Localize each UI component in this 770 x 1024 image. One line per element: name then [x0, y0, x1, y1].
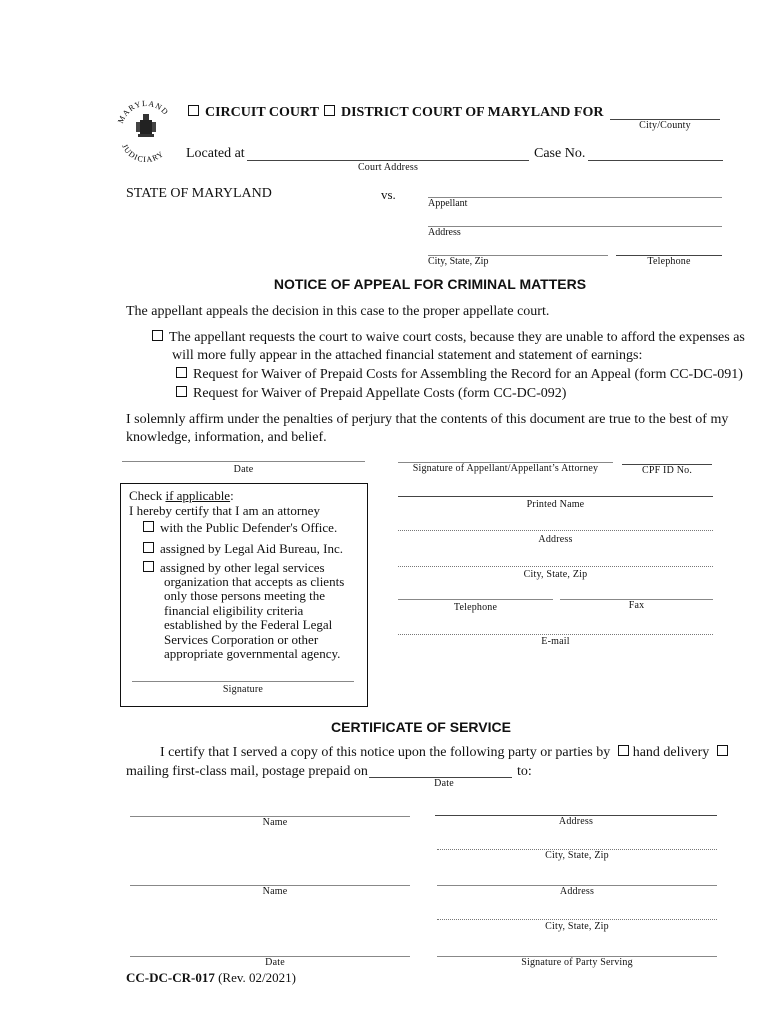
district-court-option[interactable] [324, 105, 603, 121]
appellant-address-field[interactable] [428, 226, 722, 227]
maryland-judiciary-seal [114, 96, 178, 162]
other-legal-services-line-3: only those persons meeting the [164, 588, 326, 604]
appellant-address-caption: Address [428, 227, 461, 238]
svg-text:JUDICIARY [120, 143, 166, 162]
party-serving-signature-caption: Signature of Party Serving [521, 957, 633, 968]
other-legal-services-checkbox[interactable] [143, 561, 154, 572]
party1-city-caption: City, State, Zip [545, 850, 609, 861]
mailing-checkbox[interactable] [717, 745, 728, 756]
other-legal-services-line-6: Services Corporation or other [164, 631, 319, 647]
other-legal-services-line-1: assigned by other legal services [160, 560, 325, 575]
district-court-label: DISTRICT COURT OF MARYLAND FOR [341, 105, 604, 120]
circuit-court-label: CIRCUIT COURT [205, 105, 319, 120]
other-legal-services-line-2: organization that accepts as clients [164, 574, 345, 589]
attorney-email-field[interactable] [398, 634, 713, 635]
case-no-field[interactable] [588, 160, 723, 161]
other-legal-services-line-5: established by the Federal Legal [164, 617, 333, 633]
attorney-certify-line: I hereby certify that I am an attorney [129, 503, 320, 518]
certificate-date-caption: Date [265, 957, 285, 968]
party2-city-caption: City, State, Zip [545, 921, 609, 932]
waiver-cc-dc-092-label: Request for Waiver of Prepaid Appellate Costs (form CC-DC-092) [193, 386, 567, 401]
other-legal-services-line-7: appropriate governmental agency. [164, 646, 341, 662]
party1-address-caption: Address [558, 816, 594, 827]
party1-name-caption: Name [262, 817, 288, 828]
waiver-line-1: The appellant requests the court to waive court costs, because they are unable to afford the expenses as [169, 330, 745, 345]
attorney-city-field[interactable] [398, 566, 713, 567]
district-court-checkbox[interactable] [324, 105, 335, 116]
waiver-checkbox[interactable] [152, 330, 163, 341]
attorney-address-field[interactable] [398, 530, 713, 531]
waiver-cc-dc-091-label: Request for Waiver of Prepaid Costs for Assembling the Record for an Appeal (form CC-DC-091) [193, 367, 743, 382]
attorney-city-caption: City, State, Zip [523, 569, 588, 580]
check-underlined: if applicable [165, 488, 231, 503]
city-county-caption: City/County [639, 120, 691, 131]
attorney-fax-caption: Fax [628, 600, 645, 611]
form-id: CC-DC-CR-017 [126, 970, 215, 985]
hand-delivery-label: hand delivery [632, 745, 710, 760]
located-at-label: Located at [186, 146, 245, 161]
case-no-label: Case No. [534, 146, 586, 161]
party2-city-field[interactable] [437, 919, 717, 920]
appellant-city-caption: City, State, Zip [428, 256, 489, 267]
circuit-court-option[interactable] [188, 105, 319, 121]
party2-name-caption: Name [262, 886, 288, 897]
appellant-telephone-caption: Telephone [647, 256, 691, 267]
attorney-email-caption: E-mail [541, 636, 570, 647]
printed-name-caption: Printed Name [526, 499, 585, 510]
circuit-court-checkbox[interactable] [188, 105, 199, 116]
appellant-field[interactable] [428, 197, 722, 198]
other-legal-services-line-4: financial eligibility criteria [164, 602, 304, 618]
affirmation-line-2: knowledge, information, and belief. [126, 430, 327, 445]
date-caption: Date [233, 464, 254, 475]
form-title: NOTICE OF APPEAL FOR CRIMINAL MATTERS [273, 276, 587, 292]
waiver-cc-dc-092-checkbox[interactable] [176, 386, 187, 397]
appellant-signature-caption: Signature of Appellant/Appellant’s Attorney [412, 463, 599, 474]
legal-aid-label: assigned by Legal Aid Bureau, Inc. [160, 541, 344, 556]
seal-text-bottom: JUDICIARY [120, 142, 166, 162]
hand-delivery-checkbox[interactable] [618, 745, 629, 756]
attorney-address-caption: Address [538, 534, 573, 545]
appeal-statement: The appellant appeals the decision in this case to the proper appellate court. [126, 304, 550, 319]
court-address-caption: Court Address [357, 162, 419, 173]
check-if-applicable-label [129, 488, 234, 504]
legal-aid-checkbox[interactable] [143, 542, 154, 553]
service-date-caption: Date [434, 778, 454, 789]
waiver-line-2: will more fully appear in the attached financial statement and statement of earnings: [172, 348, 643, 363]
certificate-title: CERTIFICATE OF SERVICE [331, 719, 511, 735]
affirmation-line-1: I solemnly affirm under the penalties of perjury that the contents of this document are true to the best of my [126, 412, 729, 427]
attorney-telephone-caption: Telephone [453, 602, 498, 613]
date-field[interactable] [122, 461, 365, 462]
legal-aid-option[interactable] [143, 541, 343, 557]
state-of-maryland-label: STATE OF MARYLAND [126, 186, 272, 201]
waiver-cc-dc-091-option[interactable] [176, 367, 743, 383]
waiver-cc-dc-092-option[interactable] [176, 386, 566, 402]
check-prefix: Check [129, 488, 166, 503]
public-defender-checkbox[interactable] [143, 521, 154, 532]
attorney-telephone-field[interactable] [398, 599, 553, 600]
versus-label: vs. [381, 187, 396, 202]
waiver-cc-dc-091-checkbox[interactable] [176, 367, 187, 378]
check-suffix: : [230, 488, 234, 503]
appellant-caption: Appellant [428, 198, 468, 209]
seal-text-top: MARYLAND [116, 98, 171, 125]
printed-name-field[interactable] [398, 496, 713, 497]
form-footer [126, 970, 296, 986]
waiver-option[interactable] [152, 330, 745, 346]
form-revision: (Rev. 02/2021) [218, 970, 296, 985]
public-defender-label: with the Public Defender's Office. [160, 520, 338, 535]
court-address-field[interactable] [247, 160, 529, 161]
certificate-line-2-prefix: mailing first-class mail, postage prepaid on [126, 764, 368, 779]
party2-address-caption: Address [559, 886, 595, 897]
attorney-box-signature-field[interactable] [132, 681, 354, 682]
public-defender-option[interactable] [143, 520, 337, 536]
certificate-line-1-text: I certify that I served a copy of this notice upon the following party or parties by [160, 745, 611, 760]
attorney-box-signature-caption: Signature [222, 684, 264, 695]
other-legal-services-text [164, 575, 344, 661]
certificate-line-2-suffix: to: [517, 764, 532, 779]
certificate-line-1 [160, 745, 734, 761]
cpf-id-caption: CPF ID No. [641, 465, 693, 476]
